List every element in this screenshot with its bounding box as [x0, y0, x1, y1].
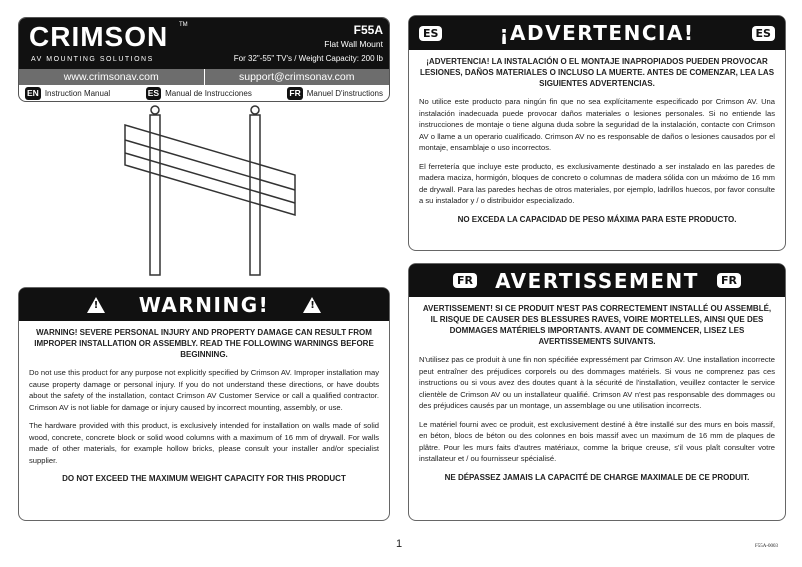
document-code: F55A-0003: [755, 544, 779, 549]
product-name: Flat Wall Mount: [324, 39, 383, 49]
warning-lead: ¡ADVERTENCIA! LA INSTALACIÓN O EL MONTAJE INAPROPIADOS PUEDEN PROVOCAR LESIONES, DAÑOS MATERIALES O INCLUSO LA MUERTE. ANTES DE COMENZAR, LEA LAS SIGUIENTES ADVERTENCIAS.: [419, 57, 775, 88]
paragraph: Le matériel fourni avec ce produit, est exclusivement destiné à être installé sur des murs en bois massif, en béton, blocs de béton ou des colonnes en bois massif avec un maximum de 16 mm de plaques de plâtre. Pour les murs faits d'autres matériaux, comme la brique creuse, s'il vous plaît consulter votre installateur et / ou fournisseur spécialisé.: [419, 419, 775, 463]
section-title: ¡ADVERTENCIA!: [499, 21, 695, 45]
lang-en: [25, 87, 110, 100]
product-header: [18, 17, 390, 102]
warning-triangle-icon: !: [303, 297, 321, 313]
warning-triangle-icon: !: [87, 297, 105, 313]
weight-warning: DO NOT EXCEED THE MAXIMUM WEIGHT CAPACITY FOR THIS PRODUCT: [62, 474, 346, 483]
lang-label: Instruction Manual: [44, 89, 111, 98]
tagline: AV MOUNTING SOLUTIONS: [31, 56, 154, 63]
product-spec: For 32"-55" TV's / Weight Capacity: 200 lb: [233, 54, 383, 63]
trademark: TM: [179, 22, 188, 28]
lang-badge: FR: [453, 273, 477, 288]
weight-warning: NE DÉPASSEZ JAMAIS LA CAPACITÉ DE CHARGE MAXIMALE DE CE PRODUIT.: [444, 472, 750, 482]
lang-label: Manual de Instrucciones: [165, 89, 252, 98]
page-number: 1: [396, 538, 403, 550]
brand-logo: CRIMSON: [29, 21, 169, 52]
warning-lead: WARNING! SEVERE PERSONAL INJURY AND PROPERTY DAMAGE CAN RESULT FROM IMPROPER INSTALLATION OR ASSEMBLY. READ THE FOLLOWING WARNINGS BEFORE BEGINNING.: [34, 328, 374, 359]
warning-es-section: [408, 15, 786, 251]
warning-lead: AVERTISSEMENT! SI CE PRODUIT N'EST PAS CORRECTEMENT INSTALLÉ OU ASSEMBLÉ, IL RISQUE DE CAUSER DES BLESSURES RAVES, VOIRE MORTELLES, AINSI QUE DES DOMMAGES MATÉRIELS IMPORTANTS. AVANT DE COMMENCER, LISEZ LES AVERTISSEMENTS SUIVANTS.: [422, 304, 772, 346]
paragraph: El ferretería que incluye este producto, es exclusivamente destinado a ser instalado en las paredes de madera maciza, hormigón, bloques de concreto o columnas de madera sólida con un máximo de 16 mm de drywall. Para las paredes hechas de otros materiales, por ejemplo, ladrillos huecos, por favor consulte a su instalador y / o distribuidor especializado.: [419, 161, 775, 205]
warning-fr-section: [408, 263, 786, 521]
lang-badge: EN: [27, 88, 39, 98]
model-number: F55A: [353, 23, 383, 37]
paragraph: The hardware provided with this product, is exclusively intended for installation on walls made of solid wood, concrete, concrete block or solid wood columns with a maximum of 16 mm of drywall. For walls made of other materials, for example hollow bricks, please consult your installer and/or specialist supplier.: [29, 421, 379, 465]
weight-warning: NO EXCEDA LA CAPACIDAD DE PESO MÁXIMA PARA ESTE PRODUCTO.: [457, 214, 737, 224]
section-title: AVERTISSEMENT: [495, 268, 699, 293]
warning-en-section: [18, 287, 390, 521]
lang-fr: [287, 87, 383, 100]
paragraph: Do not use this product for any purpose not explicitly specified by Crimson AV. Improper installation may cause property damage or personal injury. If you do not understand these directions, or have doubts about the safety of the installation, contact Crimson AV Customer Service or call a qualified contractor. Crimson AV is not liable for damage or injury caused by incorrect mounting, assembly, or use.: [29, 368, 379, 412]
lang-es: [146, 87, 252, 100]
lang-badge: FR: [717, 273, 741, 288]
lang-badge: ES: [752, 26, 775, 41]
lang-badge: FR: [289, 88, 301, 98]
wall-mount-illustration: [105, 105, 305, 285]
section-title: WARNING!: [138, 292, 270, 317]
support-email[interactable]: support@crimsonav.com: [239, 71, 355, 83]
paragraph: N'utilisez pas ce produit à une fin non spécifiée expressément par Crimson AV. Une installation incorrecte peut entraîner des préjudices corporels ou des dommages matériels. Si vous ne comprenez pas ces instructions ou si vous avez des doutes quant à la sécurité de l'installation, veuillez contacter le service clientèle de Crimson AV ou un installateur qualifié. Crimson AV n'est pas responsable des dommages ou des préjudices causés par un montage, un assemblage ou une utilisation incorrects.: [419, 355, 775, 410]
lang-label: Manuel D'instructions: [306, 89, 383, 98]
website-link[interactable]: www.crimsonav.com: [19, 69, 205, 85]
paragraph: No utilice este producto para ningún fin que no sea explícitamente especificado por Crimson AV. Una instalación inadecuada puede provocar daños materiales o lesiones personales. Si no entiende las instrucciones de montaje o tiene alguna duda sobre la seguridad de la instalación, contacte con Crimson AV o llame a un operario cualificado. Crimson AV no es responsable de daños o lesiones causados por el montaje, ensamblaje o uso incorrectos.: [419, 97, 775, 152]
lang-badge: ES: [419, 26, 442, 41]
lang-badge: ES: [147, 88, 160, 98]
